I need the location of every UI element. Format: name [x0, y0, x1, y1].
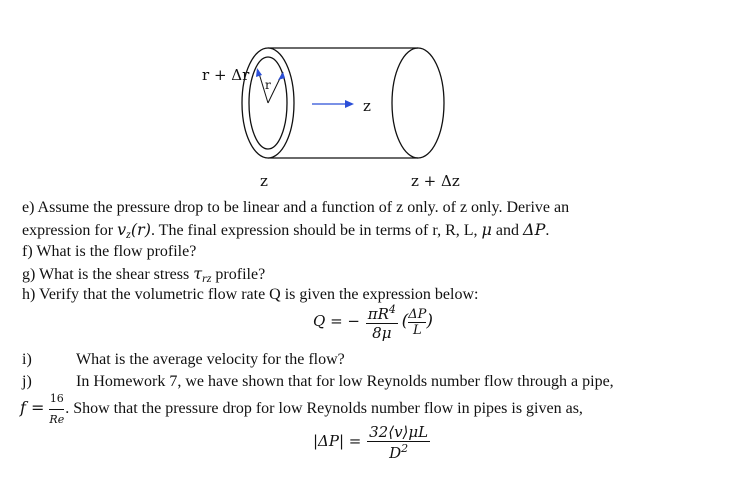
- question-h: h) Verify that the volumetric flow rate Q is given the expression below:: [22, 286, 479, 303]
- question-i-text: What is the average velocity for the flow?: [76, 351, 345, 368]
- question-j-friction-line: f = $\frac{16}{Re}$ . Show that the pressure drop for low Reynolds number flow in pipes is given as,: [20, 389, 583, 430]
- label-z-arrow: z: [363, 97, 371, 115]
- question-e-line1: e) Assume the pressure drop to be linear and a function of z only. of z only. Derive an: [22, 199, 570, 216]
- pipe-diagram: [0, 0, 752, 200]
- question-j-label: j): [22, 373, 32, 390]
- question-f: f) What is the flow profile?: [22, 243, 197, 260]
- z-axis-arrow-head: [345, 100, 354, 108]
- question-i-label: i): [22, 351, 32, 368]
- question-e-line2: expression for $v_z(r)$. The final expression should be in terms of r, R, L, μ and ΔP.: [22, 220, 550, 241]
- label-z-bottom: z: [260, 172, 268, 190]
- label-r: r: [265, 78, 271, 92]
- flow-rate-formula: Q = − $\frac{\pi R^4}{8\mu}$ ( $\frac{\Delta P}{L}$ ): [313, 303, 434, 342]
- label-z-plus-dz: z + Δz: [411, 172, 460, 190]
- label-r-plus-dr: r + Δr: [202, 66, 250, 84]
- pressure-drop-formula: |ΔP| = $\frac{32⟨v⟩\mu L}{D^2}$: [313, 423, 429, 462]
- question-j-text: In Homework 7, we have shown that for low Reynolds number flow through a pipe,: [76, 373, 614, 390]
- pipe-end-right: [392, 48, 444, 158]
- question-g: g) What is the shear stress $\tau_{rz}$ profile?: [22, 264, 266, 285]
